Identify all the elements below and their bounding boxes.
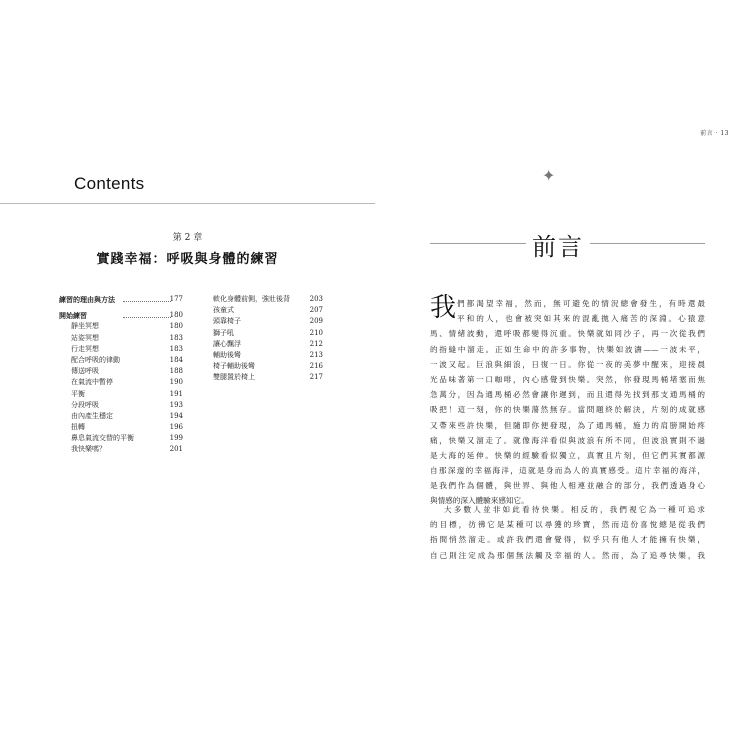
toc-entry-page: 201 — [169, 445, 183, 454]
toc-entry-page: 183 — [169, 333, 183, 342]
toc-entry-title: 由內產生穩定 — [71, 411, 113, 420]
toc-entry[interactable] — [59, 444, 183, 455]
toc-entry-title: 軟化身體前側，強壯後背 — [213, 295, 290, 303]
toc-entry[interactable] — [59, 294, 183, 305]
toc-entry-page: 194 — [169, 411, 183, 420]
toc-entry[interactable] — [59, 366, 183, 377]
toc-entry-title: 鼻息氣流交替的平衡 — [71, 434, 134, 443]
text-line: 又帶來些許快樂，但隨即你便發現，為了通馬桶，施力的肩膀開始疼 — [430, 420, 705, 430]
toc-entry-title: 練習的理由與方法 — [59, 295, 115, 304]
text-line: 與情感的深入體驗來感知它。 — [430, 496, 529, 506]
toc-entry-title: 輔助後彎 — [213, 350, 241, 359]
body-paragraph-1 — [430, 293, 705, 509]
toc-entry[interactable] — [213, 372, 323, 383]
toc-entry[interactable] — [59, 400, 183, 411]
body-paragraph-2 — [430, 502, 705, 563]
toc-entry[interactable] — [59, 310, 183, 321]
text-line: 急萬分，因為通馬桶必然會讓你遲到，而且還得先找到那支通馬桶的 — [430, 390, 705, 400]
right-page-preface — [375, 0, 750, 750]
text-line: 是大海的延伸。快樂的經驗看似獨立，真實且片刻，但它們其實都源 — [430, 450, 705, 460]
toc-entry-page: 207 — [309, 306, 323, 315]
toc-entry-page: 183 — [169, 344, 183, 353]
toc-entry[interactable] — [213, 294, 323, 305]
toc-entry-title: 雙腿置於椅上 — [213, 373, 255, 382]
toc-entry-page: 196 — [169, 423, 183, 432]
toc-entry[interactable] — [59, 389, 183, 400]
text-line: 的目標，彷彿它是某種可以尋獲的珍寶，然而這份喜悅總是從我們 — [430, 520, 705, 530]
text-line: 一波又起。巨浪與細浪，日復一日。你從一夜的美夢中醒來，迎接晨 — [430, 359, 705, 369]
toc-column-1 — [59, 294, 183, 456]
preface-title: 前言 — [526, 227, 590, 262]
toc-column-2 — [213, 294, 323, 384]
toc-entry-title: 靜坐冥想 — [71, 322, 99, 331]
text-line: 吸把！這一刻，你的快樂蕩然無存。當問題終於解決，片刻的成就感 — [430, 405, 705, 415]
toc-entry-page: 191 — [169, 389, 183, 398]
toc-entry-page: 180 — [169, 311, 183, 320]
toc-entry[interactable] — [213, 316, 323, 327]
toc-entry-page: 180 — [169, 322, 183, 331]
toc-entry-page: 213 — [309, 350, 323, 359]
text-line: 指間悄然溜走。或許我們還會覺得，似乎只有他人才能擁有快樂， — [430, 535, 705, 545]
text-line: 大多數人並非如此看待快樂。相反的，我們視它為一種可追求 — [444, 505, 705, 514]
text-line: 平和的人，也會被突如其來的混亂拋入痛苦的深淵。心猿意 — [457, 314, 705, 324]
toc-entry[interactable] — [213, 350, 323, 361]
toc-entry-page: 188 — [169, 367, 183, 376]
toc-entry-title: 扭轉 — [71, 423, 85, 432]
text-line: 的指縫中溜走。正如生命中的許多事物，快樂如波濤——一波未平， — [430, 344, 705, 354]
text-line: 痛，快樂又溜走了。就像海洋看似與波浪有所不同，但波浪實則不過 — [430, 435, 705, 445]
toc-entry[interactable] — [59, 355, 183, 366]
toc-entry-title: 讓心飄浮 — [213, 339, 241, 348]
toc-entry-title: 在氣流中暫停 — [71, 378, 113, 387]
toc-entry[interactable] — [59, 411, 183, 422]
contents-heading: Contents — [74, 174, 145, 193]
text-line: 自那深邃的幸福海洋，這就是身而為人的真實感受。這片幸福的海洋， — [430, 466, 705, 476]
toc-entry[interactable] — [59, 344, 183, 355]
toc-entry[interactable] — [59, 433, 183, 444]
toc-entry[interactable] — [213, 305, 323, 316]
toc-entry-page: 199 — [169, 434, 183, 443]
toc-entry[interactable] — [213, 361, 323, 372]
chapter-label: 第 2 章 — [172, 233, 203, 243]
toc-entry[interactable] — [59, 377, 183, 388]
toc-entry-title: 我快樂嗎？ — [71, 445, 106, 454]
toc-entry-title: 配合呼吸的律動 — [71, 355, 120, 364]
drop-cap: 我 — [430, 293, 457, 323]
toc-entry-page: 184 — [169, 355, 183, 364]
text-line: 是我們作為個體，與世界、與他人相連並融合的部分，我們透過身心 — [430, 481, 705, 491]
toc-entry-title: 行走冥想 — [71, 344, 99, 353]
toc-entry-title: 平衡 — [71, 389, 85, 398]
toc-entry-title: 站姿冥想 — [71, 333, 99, 342]
toc-entry[interactable] — [59, 321, 183, 332]
toc-entry-page: 177 — [169, 295, 183, 303]
toc-entry-page: 209 — [309, 317, 323, 326]
star-ornament-icon: ✦ — [542, 166, 556, 185]
chapter-title: 實踐幸福：呼吸與身體的練習 — [96, 252, 279, 267]
toc-leader — [123, 301, 171, 302]
text-line: 自己則注定成為那個無法觸及幸福的人。然而，為了追尋快樂，我 — [430, 550, 705, 560]
toc-entry-page: 212 — [309, 339, 323, 348]
toc-entry-page: 203 — [309, 295, 323, 303]
toc-entry-title: 孩童式 — [213, 306, 234, 315]
toc-entry[interactable] — [59, 333, 183, 344]
toc-entry[interactable] — [213, 328, 323, 339]
toc-entry[interactable] — [213, 339, 323, 350]
toc-entry-page: 217 — [309, 373, 323, 382]
toc-entry-page: 193 — [169, 400, 183, 409]
toc-entry-page: 190 — [169, 378, 183, 387]
toc-entry-title: 頭靠椅子 — [213, 317, 241, 326]
text-line: 馬、情緒波動，還呼吸都變得沉重。快樂就如同沙子，再一次從我們 — [430, 329, 705, 339]
text-line: 光品味著第一口咖啡，內心感覺到快樂。突然，你發現馬桶堵塞而焦 — [430, 374, 705, 384]
toc-leader — [123, 317, 171, 318]
toc-entry-title: 開始練習 — [59, 311, 87, 321]
running-head: 前言 · 13 — [700, 130, 729, 137]
text-line: 們都渴望幸福，然而，無可避免的情況總會發生，有時還最 — [457, 299, 705, 308]
toc-entry-page: 216 — [309, 362, 323, 371]
toc-entry-title: 傳送呼吸 — [71, 367, 99, 376]
toc-entry-title: 獅子吼 — [213, 328, 234, 337]
toc-entry-page: 210 — [309, 328, 323, 337]
toc-entry[interactable] — [59, 422, 183, 433]
toc-entry-title: 椅子輔助後彎 — [213, 362, 255, 371]
contents-divider — [0, 203, 375, 204]
toc-entry-title: 分段呼吸 — [71, 400, 99, 409]
